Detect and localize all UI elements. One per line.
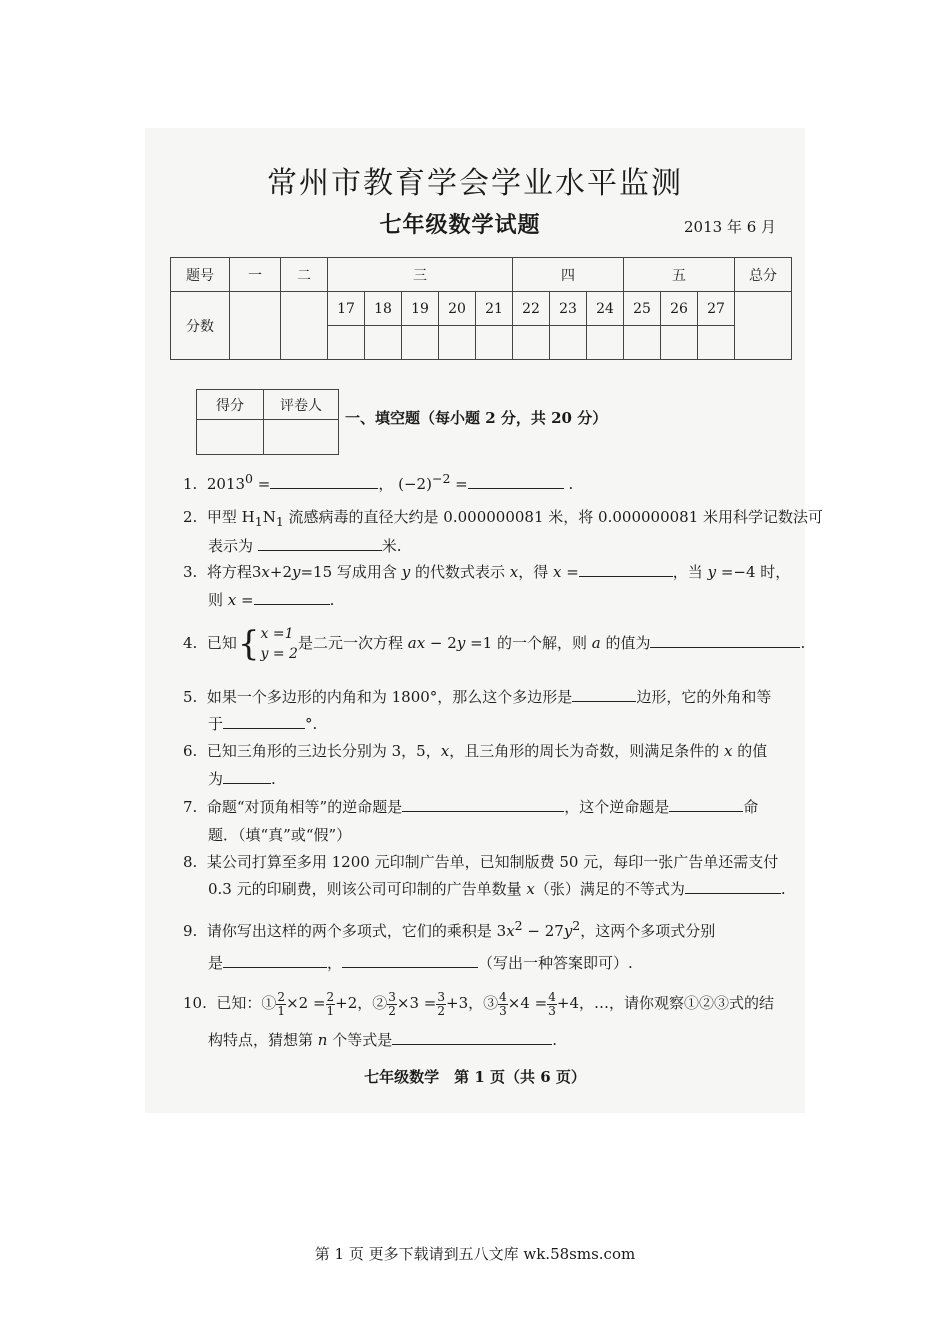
denominator: 1 bbox=[326, 1003, 335, 1018]
answer-blank[interactable] bbox=[669, 797, 743, 812]
question-text: . bbox=[800, 634, 806, 652]
grader-score-cell bbox=[197, 420, 264, 455]
question-text: ， bbox=[327, 954, 343, 972]
document-page-footer: 第 1 页 更多下载请到五八文库 wk.58sms.com bbox=[314, 1245, 636, 1263]
var-a: a bbox=[591, 634, 601, 652]
question-8 bbox=[183, 851, 778, 873]
expr: = bbox=[253, 475, 271, 493]
question-text: °. bbox=[305, 715, 318, 733]
question-text: ，且三角形的周长为奇数，则满足条件的 bbox=[449, 742, 724, 760]
var-n: n bbox=[317, 1031, 328, 1049]
var-x: x bbox=[506, 922, 515, 940]
answer-blank[interactable] bbox=[572, 687, 636, 702]
question-text: 构特点，猜想第 bbox=[208, 1031, 318, 1049]
question-9 bbox=[183, 915, 715, 942]
question-text: 已知三角形的三边长分别为 3，5， bbox=[206, 742, 441, 760]
score-cell bbox=[661, 326, 698, 360]
question-text: =−4 时， bbox=[716, 563, 791, 581]
question-text: 请你写出这样的两个多项式，它们的乘积是 3 bbox=[206, 922, 507, 940]
answer-blank[interactable] bbox=[342, 953, 478, 968]
fraction bbox=[326, 991, 336, 1018]
var-x: x bbox=[261, 563, 270, 581]
grader-table bbox=[196, 389, 339, 455]
expr: − 27 bbox=[522, 922, 564, 940]
question-text: 0.3 元的印刷费，则该公司可印制的广告单数量 bbox=[208, 880, 527, 898]
score-cell-total bbox=[735, 292, 792, 360]
fraction bbox=[436, 991, 446, 1018]
question-text: 于 bbox=[208, 715, 224, 733]
answer-blank[interactable] bbox=[392, 1030, 552, 1045]
answer-blank[interactable] bbox=[468, 474, 564, 489]
expr: ×2 = bbox=[286, 994, 326, 1012]
score-cell bbox=[328, 326, 365, 360]
expr: − 2 bbox=[425, 634, 457, 652]
numerator: 4 bbox=[499, 989, 507, 1004]
fraction bbox=[498, 991, 508, 1018]
question-10-line-2 bbox=[208, 1029, 557, 1051]
denominator: 3 bbox=[548, 1003, 556, 1018]
formula-subscript: 1 bbox=[275, 514, 284, 529]
score-cell bbox=[513, 326, 550, 360]
score-header-4: 四 bbox=[513, 258, 624, 292]
question-text: 个等式是 bbox=[327, 1031, 393, 1049]
section-1-title: 一、填空题（每小题 2 分，共 20 分） bbox=[345, 409, 608, 427]
question-text: . bbox=[780, 880, 786, 898]
question-number-cell: 22 bbox=[513, 292, 550, 326]
answer-blank[interactable] bbox=[258, 536, 382, 551]
score-cell bbox=[550, 326, 587, 360]
question-number: 1. bbox=[183, 475, 198, 493]
answer-blank[interactable] bbox=[254, 590, 330, 605]
score-cell bbox=[402, 326, 439, 360]
score-cell-2 bbox=[281, 292, 328, 360]
question-6-line-2 bbox=[208, 768, 276, 790]
question-number: 4. bbox=[183, 634, 198, 652]
expr: =1 bbox=[465, 634, 493, 652]
question-text: 甲型 bbox=[206, 508, 242, 526]
question-text: =15 写成用含 bbox=[300, 563, 402, 581]
question-number-cell: 19 bbox=[402, 292, 439, 326]
numerator: 2 bbox=[326, 989, 335, 1004]
equation-system bbox=[261, 624, 298, 664]
question-text: 是 bbox=[208, 954, 224, 972]
score-header-1: 一 bbox=[230, 258, 281, 292]
question-4 bbox=[183, 624, 805, 664]
left-brace-icon: { bbox=[237, 624, 260, 664]
fraction bbox=[547, 991, 557, 1018]
score-cell bbox=[365, 326, 402, 360]
score-row-label: 分数 bbox=[171, 292, 230, 360]
question-text: 命题“对顶角相等”的逆命题是 bbox=[206, 798, 403, 816]
grader-score-label: 得分 bbox=[197, 390, 264, 420]
question-number: 5. bbox=[183, 688, 198, 706]
var-y: y bbox=[707, 563, 717, 581]
score-header-label: 题号 bbox=[171, 258, 230, 292]
question-number: 2. bbox=[183, 508, 198, 526]
question-text: 命 bbox=[743, 798, 759, 816]
question-number-cell: 25 bbox=[624, 292, 661, 326]
expr-exponent: −2 bbox=[431, 471, 451, 486]
answer-blank[interactable] bbox=[579, 562, 673, 577]
answer-blank[interactable] bbox=[223, 953, 327, 968]
numerator: 4 bbox=[548, 989, 556, 1004]
score-header-5: 五 bbox=[624, 258, 735, 292]
grader-name-label: 评卷人 bbox=[264, 390, 339, 420]
question-text: 某公司打算至多用 1200 元印制广告单，已知制版费 50 元，每印一张广告单还需支付 bbox=[206, 853, 779, 871]
expr: +3，③ bbox=[446, 994, 499, 1012]
question-number-cell: 17 bbox=[328, 292, 365, 326]
question-number: 8. bbox=[183, 853, 198, 871]
question-text: +4，…，请你观察①②③式的结 bbox=[556, 994, 774, 1012]
question-9-line-2 bbox=[208, 952, 633, 974]
question-number-cell: 20 bbox=[439, 292, 476, 326]
var-x: x bbox=[440, 742, 450, 760]
score-cell bbox=[476, 326, 513, 360]
var-y: y bbox=[401, 563, 411, 581]
expr: (−2) bbox=[398, 475, 432, 493]
var-x: x bbox=[227, 591, 237, 609]
score-cell bbox=[587, 326, 624, 360]
answer-blank[interactable] bbox=[223, 714, 305, 729]
grader-name-cell bbox=[264, 420, 339, 455]
expr: +2，② bbox=[335, 994, 388, 1012]
expr: = bbox=[450, 475, 468, 493]
system-equation: x =1 bbox=[260, 626, 294, 642]
question-text: 已知 bbox=[206, 634, 237, 652]
score-cell bbox=[698, 326, 735, 360]
var-x: x bbox=[509, 563, 519, 581]
denominator: 2 bbox=[388, 1003, 396, 1018]
score-table bbox=[170, 257, 792, 360]
question-text: = bbox=[561, 563, 579, 581]
var-x: x bbox=[526, 880, 535, 898]
question-number-cell: 23 bbox=[550, 292, 587, 326]
score-header-2: 二 bbox=[281, 258, 328, 292]
answer-blank[interactable] bbox=[223, 769, 271, 784]
question-8-line-2 bbox=[208, 878, 786, 900]
question-text: 则 bbox=[208, 591, 228, 609]
question-number-cell: 18 bbox=[365, 292, 402, 326]
question-text: （张）满足的不等式为 bbox=[534, 880, 685, 898]
question-text: 将方程3 bbox=[206, 563, 262, 581]
question-number: 7. bbox=[183, 798, 198, 816]
formula: H bbox=[241, 508, 255, 526]
question-6 bbox=[183, 740, 767, 762]
fraction bbox=[387, 991, 397, 1018]
question-number-cell: 24 bbox=[587, 292, 624, 326]
var-x: x bbox=[552, 563, 562, 581]
expr: ×4 = bbox=[507, 994, 548, 1012]
var-y: y bbox=[292, 563, 301, 581]
question-text: 的代数式表示 bbox=[410, 563, 510, 581]
question-number: 3. bbox=[183, 563, 198, 581]
question-text: 已知：① bbox=[216, 994, 277, 1012]
question-text: 的值为 bbox=[600, 634, 651, 652]
expr-exponent: 0 bbox=[245, 471, 253, 486]
score-cell bbox=[439, 326, 476, 360]
question-number: 9. bbox=[183, 922, 198, 940]
expr: 2013 bbox=[206, 475, 246, 493]
question-text: . bbox=[271, 770, 276, 788]
exam-page-footer: 七年级数学 第 1 页（共 6 页） bbox=[364, 1068, 586, 1086]
expr: ， bbox=[378, 475, 394, 493]
denominator: 2 bbox=[437, 1003, 446, 1018]
exam-title: 常州市教育学会学业水平监测 bbox=[267, 166, 683, 201]
question-text: 米. bbox=[381, 537, 402, 555]
expr-exponent: 2 bbox=[572, 918, 581, 933]
question-text: . bbox=[329, 591, 335, 609]
question-number: 6. bbox=[183, 742, 198, 760]
question-5-line-2 bbox=[208, 713, 317, 735]
question-text: 如果一个多边形的内角和为 1800°，那么这个多边形是 bbox=[206, 688, 573, 706]
score-cell-1 bbox=[230, 292, 281, 360]
question-7-line-2: 题．（填“真”或“假”） bbox=[208, 826, 352, 844]
numerator: 3 bbox=[388, 989, 396, 1004]
question-3 bbox=[183, 561, 790, 583]
question-text: ，这个逆命题是 bbox=[564, 798, 670, 816]
question-text: ，这两个多项式分别 bbox=[580, 922, 716, 940]
answer-blank[interactable] bbox=[402, 797, 564, 812]
var-y: y bbox=[456, 634, 466, 652]
expr-exponent: 2 bbox=[514, 918, 523, 933]
question-number-cell: 21 bbox=[476, 292, 513, 326]
question-text: ，当 bbox=[672, 563, 708, 581]
expr: ×3 = bbox=[396, 994, 437, 1012]
question-2 bbox=[183, 506, 823, 533]
question-text: +2 bbox=[269, 563, 292, 581]
question-text: 流感病毒的直径大约是 0.000000081 米，将 0.000000081 米用科学记数法可 bbox=[283, 508, 824, 526]
formula: N bbox=[262, 508, 276, 526]
question-number: 10. bbox=[183, 994, 207, 1012]
question-2-line-2 bbox=[208, 535, 402, 557]
question-text: 边形，它的外角和等 bbox=[636, 688, 772, 706]
question-1 bbox=[183, 468, 573, 495]
question-text: 的值 bbox=[732, 742, 768, 760]
question-number-cell: 27 bbox=[698, 292, 735, 326]
score-header-total: 总分 bbox=[735, 258, 792, 292]
answer-blank[interactable] bbox=[685, 879, 781, 894]
question-3-line-2 bbox=[208, 589, 334, 611]
fraction bbox=[276, 991, 286, 1018]
var-x: x bbox=[723, 742, 733, 760]
expr: ax bbox=[407, 634, 426, 652]
exam-subtitle: 七年级数学试题 bbox=[379, 212, 541, 238]
score-cell bbox=[624, 326, 661, 360]
question-text: 是二元一次方程 bbox=[297, 634, 408, 652]
answer-blank[interactable] bbox=[270, 474, 378, 489]
answer-blank[interactable] bbox=[650, 633, 800, 648]
question-text: （写出一种答案即可）. bbox=[478, 954, 633, 972]
system-equation: y = 2 bbox=[260, 646, 298, 662]
score-header-3: 三 bbox=[328, 258, 513, 292]
question-number-cell: 26 bbox=[661, 292, 698, 326]
numerator: 3 bbox=[437, 989, 446, 1004]
question-text: ，得 bbox=[518, 563, 553, 581]
numerator: 2 bbox=[277, 989, 286, 1004]
question-text: . bbox=[552, 1031, 558, 1049]
question-5 bbox=[183, 686, 771, 708]
question-text: 为 bbox=[208, 770, 224, 788]
question-text: = bbox=[236, 591, 254, 609]
exam-date: 2013 年 6 月 bbox=[684, 218, 777, 236]
question-text: 表示为 bbox=[208, 537, 254, 555]
denominator: 1 bbox=[277, 1003, 286, 1018]
formula-subscript: 1 bbox=[254, 514, 263, 529]
question-7 bbox=[183, 796, 758, 818]
var-y: y bbox=[563, 922, 573, 940]
expr: . bbox=[563, 475, 574, 493]
question-10 bbox=[183, 988, 774, 1018]
question-text: 的一个解，则 bbox=[492, 634, 592, 652]
denominator: 3 bbox=[499, 1003, 507, 1018]
